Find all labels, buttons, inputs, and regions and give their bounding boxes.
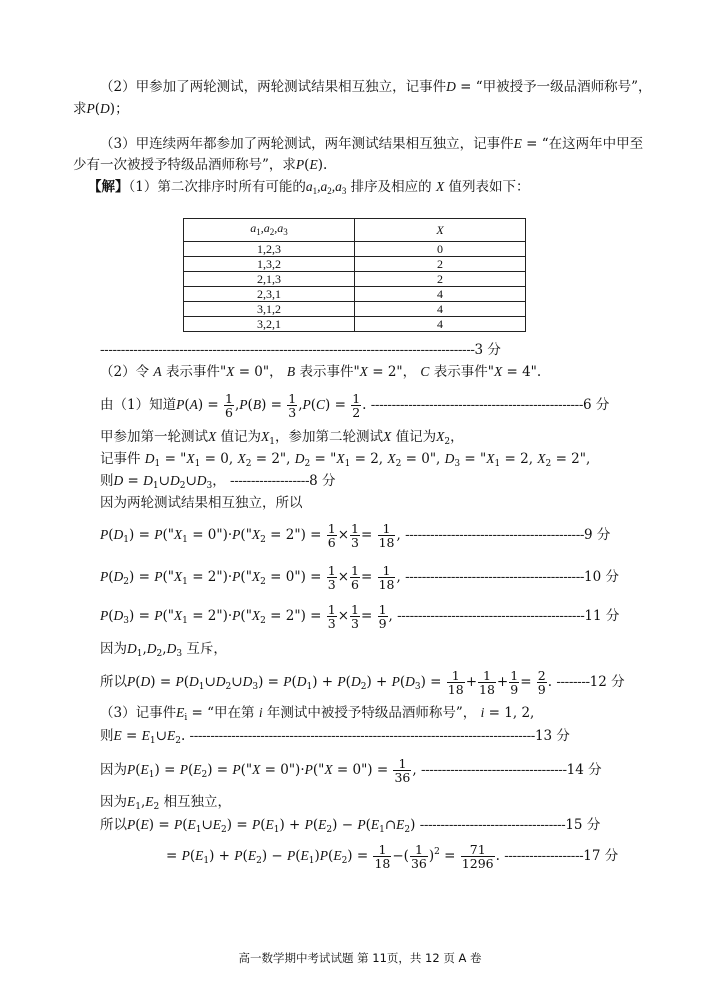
table-row: 3,1,2 4 bbox=[184, 302, 526, 317]
p-d1-line: $P(D_1)$ = $P("X_1$ = $0")\cdot P("X_2$ = 2") = $\frac{1}{6}$ × $\frac{1}{3}$ = $\frac{1}{18}$ , -------------------------------------------9 分 bbox=[100, 521, 611, 550]
part2-probabilities: 由（1）知道P(A) = $\frac{1}{6}$ ,P(B) = $\frac{1}{3}$ ,P(C) = $\frac{1}{2}$ . ---------------------------------------------------6 分 bbox=[100, 391, 610, 420]
p-e1-line: 因为$P(E_1) = P(E_2)$ = P("X = 0")·P("X = 0") = $\frac{1}{36}$ , -----------------------------------14 分 bbox=[100, 756, 602, 785]
table-row: 1,2,3 0 bbox=[184, 242, 526, 257]
table-header-row bbox=[184, 219, 526, 242]
table-row: 2,3,1 4 bbox=[184, 287, 526, 302]
p-d2-line: $P(D_2)$ = $P("X_1$ = $2")\cdot P("X_2$ = 0") = $\frac{1}{3}$ × $\frac{1}{6}$ = $\frac{1}{18}$ , -------------------------------------------10 分 bbox=[100, 563, 620, 592]
table-header-x: X bbox=[355, 219, 526, 242]
part2-d-union: 则$D = D_1\cup D_2\cup D_3$， -------------------8 分 bbox=[100, 473, 336, 491]
order-x-table bbox=[183, 218, 526, 332]
p-d-total: 所以$P(D) = P(D_1\cup D_2\cup D_3) = P(D_1) + P(D_2) + P(D_3)$ = $\frac{1}{18}$ + $\frac{1}{18}$ + $\frac{1}{9}$ = $\frac{2}{9}$ . --------12 分 bbox=[100, 668, 625, 697]
p-d3-line: $P(D_3)$ = $P("X_1$ = $2")\cdot P("X_2$ = 2") = $\frac{1}{3}$ × $\frac{1}{3}$ = $\frac{1}{9}$ , ---------------------------------------------11 分 bbox=[100, 602, 620, 631]
part2-indep: 因为两轮测试结果相互独立，所以 bbox=[100, 495, 303, 511]
p-e-line-1: 所以$P(E) = P(E_1\cup E_2) = P(E_1) + P(E_2)$ − $P(E_1\cap E_2)$ -----------------------------------15 分 bbox=[100, 817, 601, 835]
p-e-line-2: = $P(E_1) + P(E_2) - P(E_1)P(E_2)$ = $\frac{1}{18}$ −( $\frac{1}{36}$ )$^2$ = $\frac{71}{1296}$ . -------------------17 分 bbox=[166, 842, 619, 871]
part3-union: 则$E = E_1\cup E_2$. -----------------------------------------------------------------------------------13 分 bbox=[100, 728, 570, 746]
q3-line-2: 少有一次被授予特级品酒师称号”，求P(E). bbox=[73, 157, 328, 173]
solution-intro: 【解】（1）第二次排序时所有可能的$a_1,a_2,a_3$ 排序及相应的 X 值列表如下： bbox=[88, 179, 530, 196]
part2-let: （2）令 A 表示事件"X = 0"， B 表示事件"X = 2"， C 表示事件"X = 4". bbox=[100, 364, 542, 380]
page-footer: 高一数学期中考试试题 第 11页，共 12 页 A 卷 bbox=[238, 951, 482, 965]
q3-line-1: （3）甲连续两年都参加了两轮测试，两年测试结果相互独立，记事件E = “在这两年中甲至 bbox=[100, 136, 644, 152]
q2-line-1: （2）甲参加了两轮测试，两轮测试结果相互独立，记事件D = “甲被授予一级品酒师称号”， bbox=[100, 79, 652, 95]
part2-mutex: 因为$D_1,D_2,D_3$ 互斥， bbox=[100, 641, 227, 659]
q2-line-2: 求P(D)； bbox=[73, 101, 129, 117]
part2-x-def: 甲参加第一轮测试X 值记为$X_1$，参加第二轮测试X 值记为$X_2$， bbox=[100, 429, 464, 447]
table-header-order: $a_1,a_2,a_3$ bbox=[184, 219, 355, 242]
table-row: 2,1,3 2 bbox=[184, 272, 526, 287]
event-d: D bbox=[446, 79, 456, 94]
part3-note: （3）记事件$E_i$ = “甲在第 i 年测试中被授予特级品酒师称号”， i = 1, 2, bbox=[100, 705, 535, 723]
part3-indep: 因为$E_1,E_2$ 相互独立， bbox=[100, 794, 232, 812]
table-row: 3,2,1 4 bbox=[184, 317, 526, 332]
part2-events: 记事件 $D_1$ = "$X_1 = 0$, $X_2 = 2$", $D_2$ = "$X_1 = 2$, $X_2 = 0$", $D_3$ = "$X_1 = 2$, $X_2 = 2$", bbox=[100, 451, 591, 469]
table-row: 1,3,2 2 bbox=[184, 257, 526, 272]
score-line-3: ------------------------------------------------------------------------------------------3 分 bbox=[100, 342, 501, 358]
